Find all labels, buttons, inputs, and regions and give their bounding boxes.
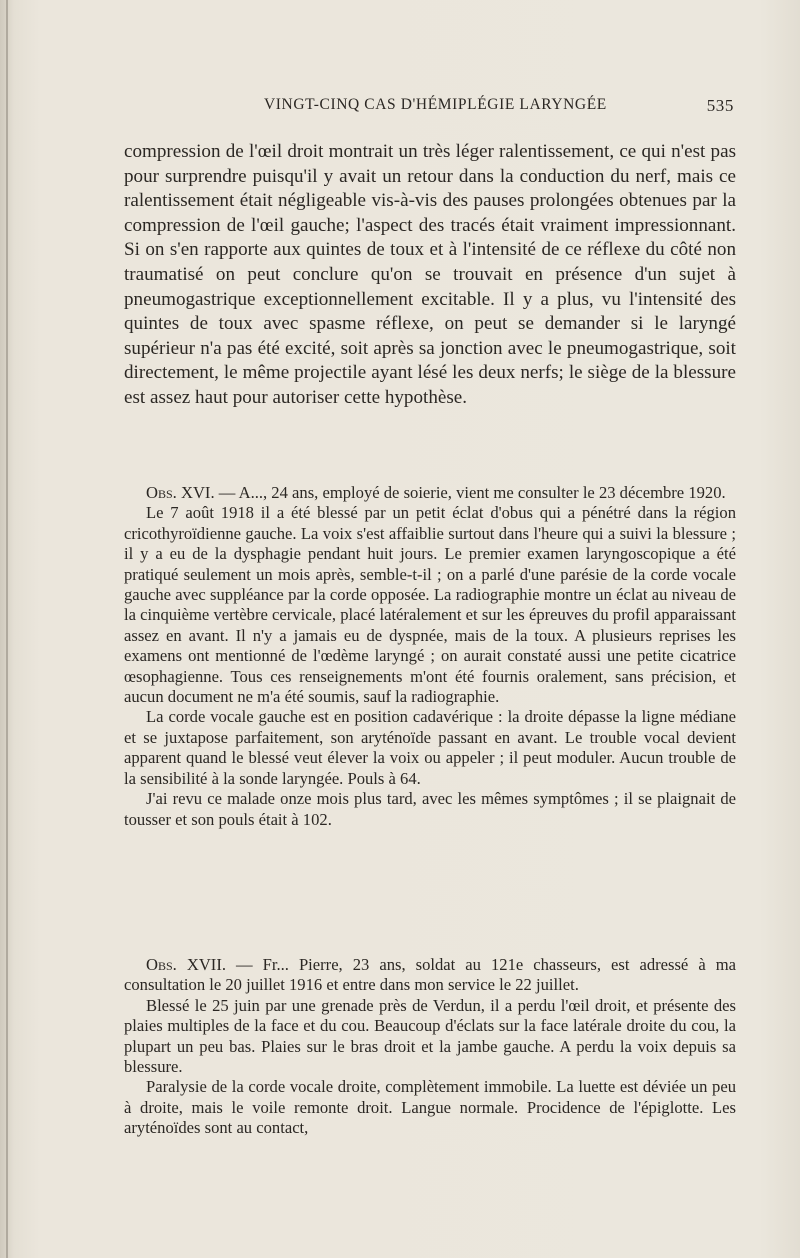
obs17-paragraph: Blessé le 25 juin par une grenade près de Verdun, il a perdu l'œil droit, et présente des plaies multiples de la face et du cou. Beaucoup d'éclats sur la face latérale droite du cou, la plupart un peu bas. Plaies sur le bras droit et la jambe gauche. A perdu la voix depuis sa blessure.: [124, 995, 736, 1077]
observation-17: [124, 955, 736, 1139]
obs17-label: Obs. XVII.: [146, 955, 226, 974]
binding-edge: [6, 0, 8, 1258]
obs16-label: Obs. XVI.: [146, 483, 215, 502]
obs17-intro: [124, 955, 736, 996]
observation-16: [124, 483, 736, 830]
obs17-paragraph: Paralysie de la corde vocale droite, complètement immobile. La luette est déviée un peu à droite, mais le voile remonte droit. Langue normale. Procidence de l'épiglotte. Les aryténoïdes sont au contact,: [124, 1077, 736, 1138]
obs16-paragraph: J'ai revu ce malade onze mois plus tard, avec les mêmes symptômes ; il se plaignait de tousser et son pouls était à 102.: [124, 789, 736, 829]
running-header: [264, 96, 734, 120]
obs16-paragraph: La corde vocale gauche est en position cadavérique : la droite dépasse la ligne médiane et se juxtapose parfaitement, son aryténoïde passant en avant. Le trouble vocal devient apparent quand le blessé veut élever la voix ou appeler ; il peut moduler. Aucun trouble de la sensibilité à la sonde laryngée. Pouls à 64.: [124, 707, 736, 788]
obs16-paragraph: Le 7 août 1918 il a été blessé par un petit éclat d'obus qui a pénétré dans la région cricothyroïdienne gauche. La voix s'est affaiblie surtout dans l'heure qui a suivi la blessure ; il y a eu de la dysphagie pendant huit jours. Le premier examen laryngoscopique a été pratiqué seulement un mois après, semble-t-il ; on a parlé d'une parésie de la corde vocale gauche avec suppléance par la corde opposée. La radiographie montre un éclat au niveau de la cinquième vertèbre cervicale, placé latéralement et sur les épreuves du profil apparaissant assez en avant. Il n'y a jamais eu de dyspnée, mais de la toux. A plusieurs reprises les examens ont mentionné de l'œdème laryngé ; on aurait constaté aussi une petite cicatrice œsophagienne. Tous ces renseignements m'ont été fournis oralement, sans précision, et aucun document ne m'a été soumis, sauf la radiographie.: [124, 503, 736, 707]
page-number: 535: [706, 96, 734, 115]
main-text: [124, 140, 736, 411]
main-paragraph: compression de l'œil droit montrait un très léger ralentissement, ce qui n'est pas pour surprendre puisqu'il y avait un retour dans la conduction du nerf, mais ce ralentissement était négligeable vis-à-vis des pauses prolongées obtenues par la compression de l'œil gauche; l'aspect des tracés était vraiment impressionnant. Si on s'en rapporte aux quintes de toux et à l'intensité de ce réflexe du côté non traumatisé on peut conclure qu'on se trouvait en présence d'un sujet à pneumogastrique exceptionnellement excitable. Il y a plus, vu l'intensité des quintes de toux avec spasme réflexe, on peut se demander si le laryngé supérieur n'a pas été excité, soit après sa jonction avec le pneumogastrique, soit directement, le même projectile ayant lésé les deux nerfs; le siège de la blessure est assez haut pour autoriser cette hypothèse.: [124, 141, 736, 408]
obs16-intro: [124, 483, 736, 503]
running-title: VINGT-CINQ CAS D'HÉMIPLÉGIE LARYNGÉE: [264, 96, 607, 113]
obs16-intro-text: — A..., 24 ans, employé de soierie, vient me consulter le 23 décembre 1920.: [214, 483, 726, 502]
obs17-intro-text: — Fr... Pierre, 23 ans, soldat au 121e chasseurs, est adressé à ma consultation le 20 juillet 1916 et entre dans mon service le 22 juillet.: [124, 955, 736, 995]
